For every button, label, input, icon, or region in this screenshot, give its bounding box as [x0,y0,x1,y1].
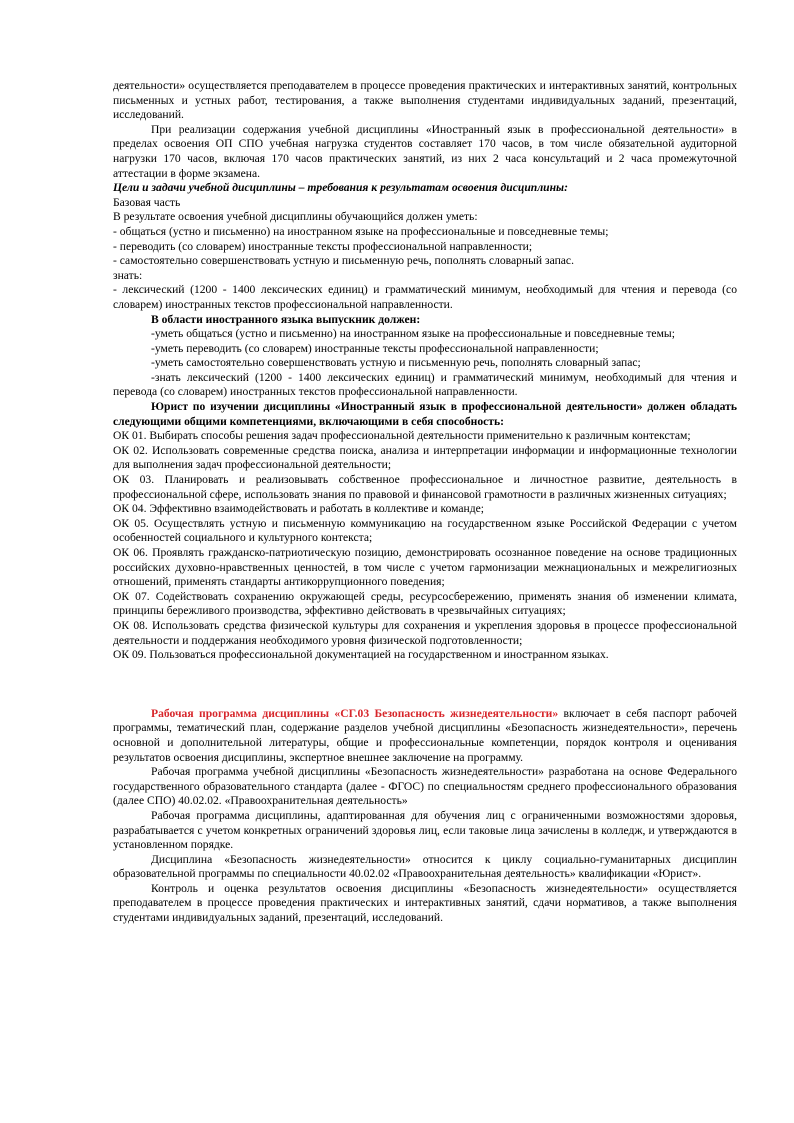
program-title: Рабочая программа дисциплины «СГ.03 Безопасность жизнедеятельности» [151,706,559,720]
goals-heading: Цели и задачи учебной дисциплины – требования к результатам освоения дисциплины: [113,181,568,195]
competency-item: ОК 07. Содействовать сохранению окружающей среды, ресурсосбережению, применять знания об изменении климата, принципы бережливого производства, эффективно действовать в чрезвычайных ситуациях; [113,589,737,618]
paragraph-cycle: Дисциплина «Безопасность жизнедеятельности» относится к циклу социально-гуманитарных дисциплин образовательной программы по специальности 40.02.02 «Правоохранительная деятельность» квалификации «Юрист». [113,852,737,881]
paragraph-fgos: Рабочая программа учебной дисциплины «Безопасность жизнедеятельности» разработана на основе Федерального государственного образовательного стандарта (далее - ФГОС) по специальностям среднего профессионального образования (далее СПО) 40.02.02. «Правоохранительная деятельность» [113,765,737,808]
list-item: - самостоятельно совершенствовать устную и письменную речь, пополнять словарный запас. [113,254,574,268]
paragraph-study-load: При реализации содержания учебной дисциплины «Иностранный язык в профессиональной деятельности» в пределах освоения ОП СПО учебная нагрузка студентов составляет 170 часов, в том числе обязательной аудиторной нагрузки 170 часов, включая 170 часов практических занятий, из них 2 часа консультаций и 2 часа промежуточной аттестации в форме экзамена. [113,122,737,180]
competency-item: ОК 01. Выбирать способы решения задач профессиональной деятельности применительно к различным контекстам; [113,429,691,443]
competency-item: ОК 05. Осуществлять устную и письменную коммуникацию на государственном языке Российской Федерации с учетом особенностей социального и культурного контекста; [113,516,737,545]
base-part-label: Базовая часть [113,195,181,209]
list-item: -уметь общаться (устно и письменно) на иностранном языке на профессиональные и повседневные темы; [151,327,675,341]
can-intro: В результате освоения учебной дисциплины обучающийся должен уметь: [113,210,478,224]
competency-item: ОК 02. Использовать современные средства поиска, анализа и интерпретации информации и информационные технологии для выполнения задач профессиональной деятельности; [113,443,737,472]
paragraph-control-intro: деятельности» осуществляется преподавателем в процессе проведения практических и интерактивных занятий, контрольных письменных и устных работ, тестирования, а также выполнения студентами индивидуальных заданий, презентаций, исследований. [113,79,737,122]
section-spacer [113,663,737,707]
list-item: -уметь переводить (со словарем) иностранные тексты профессиональной направленности; [151,341,599,355]
competency-item: ОК 04. Эффективно взаимодействовать и работать в коллективе и команде; [113,502,485,516]
competency-item: ОК 08. Использовать средства физической культуры для сохранения и укрепления здоровья в процессе профессиональной деятельности и поддержания необходимого уровня физической подготовленности; [113,618,737,647]
document-page [113,79,737,926]
lawyer-competencies-heading: Юрист по изучении дисциплины «Иностранный язык в профессиональной деятельности» должен обладать следующими общими компетенциями, включающими в себя способность: [113,400,737,428]
competency-item: ОК 03. Планировать и реализовывать собственное профессиональное и личностное развитие, деятельность в профессиональной сфере, использовать знания по правовой и финансовой грамотности в различных жизненных ситуациях; [113,473,737,501]
competency-item: ОК 06. Проявлять гражданско-патриотическую позицию, демонстрировать осознанное поведение на основе традиционных российских духовно-нравственных ценностей, в том числе с учетом гармонизации межнациональных и межрелигиозных отношений, применять стандарты антикоррупционного поведения; [113,546,737,589]
list-item: - общаться (устно и письменно) на иностранном языке на профессиональные и повседневные темы; [113,224,609,238]
list-item: -уметь самостоятельно совершенствовать устную и письменную речь, пополнять словарный запас; [151,356,641,370]
paragraph-adapted: Рабочая программа дисциплины, адаптированная для обучения лиц с ограниченными возможностями здоровья, разрабатывается с учетом конкретных ограничений здоровья лиц, если таковые лица зачислены в колледж, и утверждаются в установленном порядке. [113,808,737,852]
competency-item: ОК 09. Пользоваться профессиональной документацией на государственном и иностранном языках. [113,648,609,662]
graduate-heading: В области иностранного языка выпускник должен: [151,312,421,326]
list-item: - лексический (1200 - 1400 лексических единиц) и грамматический минимум, необходимый для чтения и перевода (со словарем) иностранных текстов профессиональной направленности. [113,283,737,311]
list-item: -знать лексический (1200 - 1400 лексических единиц) и грамматический минимум, необходимый для чтения и перевода (со словарем) иностранных текстов профессиональной направленности. [113,370,737,399]
list-item: - переводить (со словарем) иностранные тексты профессиональной направленности; [113,239,533,253]
paragraph-control: Контроль и оценка результатов освоения дисциплины «Безопасность жизнедеятельности» осуществляется преподавателем в процессе проведения практических и интерактивных занятий, сдачи нормативов, а также выполнения студентами индивидуальных заданий, презентаций, исследований. [113,881,737,925]
know-label: знать: [113,268,143,282]
program-paragraph [113,707,737,765]
program-description: включает в себя паспорт рабочей программы, тематический план, содержание разделов учебной дисциплины «Безопасность жизнедеятельности», перечень основной и дополнительной литературы, общие и профессиональные компетенции, порядок контроля и оценивания результатов освоения дисциплины, экспертное внешнее заключение на программу. [113,706,737,764]
